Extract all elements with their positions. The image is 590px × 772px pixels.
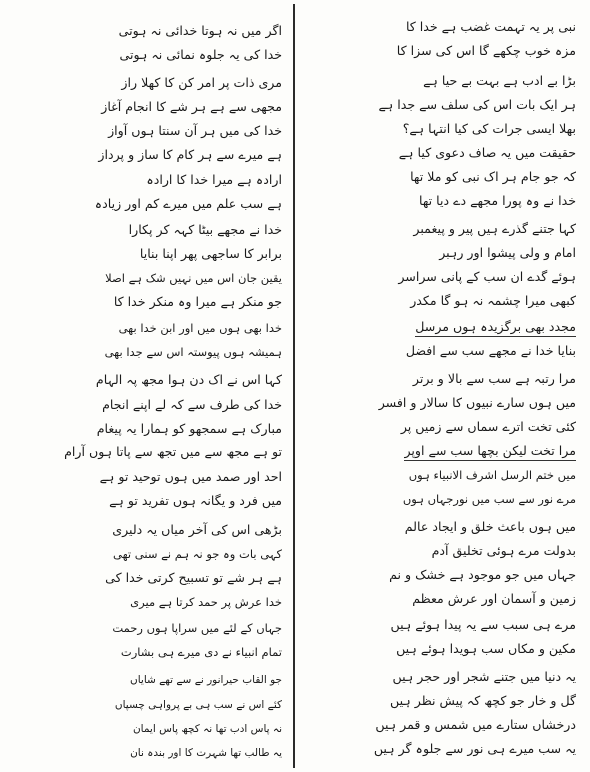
verse-line: خدا کی میں ہر آن سنتا ہوں آواز — [108, 123, 282, 138]
verse-line: جو القاب حیرانور نے سے تھے شایاں — [129, 674, 282, 686]
verse-line: کہی بات وہ جو نہ ہم نے سنی تھی — [113, 547, 282, 561]
verse-line: بدولت مرے ہوئی تخلیق آدم — [431, 543, 576, 558]
verse-line: مرے ہی سبب سے یہ پیدا ہوئے ہیں — [390, 617, 576, 632]
verse-line: مرے نور سے سب میں نورجہاں ہوں — [402, 492, 576, 506]
verse-line: مکین و مکاں سب ہویدا ہوئے ہیں — [396, 641, 576, 656]
verse-line: مرا تخت لیکن بچھا سب سے اوپر — [404, 442, 576, 461]
verse-line: نہ پاس ادب تھا نہ کچھ پاس ایمان — [132, 723, 282, 735]
verse-line: کئے اس نے سب ہی بے پرواہی چسپاں — [114, 699, 282, 711]
verse-line: جہاں کے لئے میں سراپا ہوں رحمت — [112, 621, 282, 635]
verse-line: مزہ خوب چکھے گا اس کی سزا کا — [396, 43, 576, 58]
verse-line: کہا اس نے اک دن ہوا مجھ پہ الہام — [95, 372, 282, 387]
verse-line: تو ہے مجھ سے میں تجھ سے پاتا ہوں آرام — [64, 444, 282, 459]
verse-line: گل و خار جو کچھ کہ پیش نظر ہیں — [389, 693, 576, 708]
verse-line: بنایا خدا نے مجھے سب سے افضل — [405, 343, 576, 358]
verse-line: میں ہوں باعث خلق و ایجاد عالم — [404, 519, 576, 534]
verse-line: درخشاں ستارے میں شمس و قمر ہیں — [375, 717, 576, 732]
verse-line: امام و ولی پیشوا اور رہبر — [439, 245, 576, 260]
verse-line: بھلا ایسی جرات کی کیا انتہا ہے؟ — [402, 121, 576, 136]
verse-line: میں فرد و یگانہ ہوں تفرید تو ہے — [109, 493, 282, 508]
verse-line: میں ہوں سارے نبیوں کا سالار و افسر — [378, 395, 576, 410]
verse-line: کبھی میرا چشمہ نہ ہو گا مکدر — [410, 293, 576, 308]
verse-line: کئی تخت اترے سماں سے زمیں پر — [400, 419, 576, 434]
verse-line: زمین و آسمان اور عرش معظم — [412, 591, 576, 606]
verse-line: احد اور صمد میں ہوں توحید تو ہے — [99, 469, 282, 484]
verse-line: ارادہ ہے میرا خدا کا ارادہ — [146, 172, 282, 187]
verse-line: نبی پر یہ تہمت غضب ہے خدا کا — [405, 19, 576, 34]
verse-line: بڑھی اس کی آخر میاں یہ دلیری — [112, 522, 282, 537]
verse-line: جہاں میں جو موجود ہے خشک و نم — [389, 567, 576, 582]
verse-line: مری ذات پر امر کن کا کھلا راز — [121, 75, 282, 90]
verse-line: حقیقت میں یہ صاف دعوی کیا ہے — [398, 145, 576, 160]
verse-line: ہے میرے سے ہر کام کا ساز و پرداز — [98, 147, 282, 162]
verse-line: بڑا بے ادب ہے بہت بے حیا ہے — [423, 73, 576, 88]
verse-line: ہمیشہ ہوں پیوستہ اس سے جدا بھی — [104, 345, 282, 359]
verse-line: مجھی سے ہے ہر شے کا انجام آغاز — [101, 99, 282, 114]
verse-line: خدا کی طرف سے کہ لے اپنے انجام — [102, 397, 282, 412]
verse-line: مبارک ہے سمجھو کو ہمارا یہ پیغام — [96, 421, 282, 436]
verse-line: اگر میں نہ ہوتا خدائی نہ ہوتی — [118, 23, 282, 38]
verse-line: خدا عرش پر حمد کرتا ہے میری — [130, 595, 282, 609]
verse-line: خدا نے مجھے بیٹا کہہ کر پکارا — [128, 222, 282, 237]
verse-line: کہا جتنے گذرے ہیں پیر و پیغمبر — [413, 221, 576, 236]
verse-line: کہ جو جام ہر اک نبی کو ملا تھا — [410, 169, 576, 184]
verse-line: برابر کا ساجھی پھر اپنا بنایا — [139, 246, 282, 261]
verse-line: خدا نے وہ پورا مجھے دے دیا تھا — [419, 193, 576, 208]
verse-line: یہ طالب تھا شہرت کا اور بندہ نان — [130, 747, 282, 759]
verse-line: ہر ایک بات اس کی سلف سے جدا ہے — [378, 97, 576, 112]
verse-line: میں ختم الرسل اشرف الانبیاء ہوں — [408, 468, 576, 482]
verse-line: یہ دنیا میں جتنے شجر اور حجر ہیں — [392, 669, 576, 684]
verse-line: ہوئے گدے ان سب کے پانی سراسر — [398, 269, 576, 284]
verse-line: مرا رتبہ ہے سب سے بالا و برتر — [412, 371, 576, 386]
column-divider — [293, 4, 295, 768]
verse-line: ہے سب علم میں میرے کم اور زیادہ — [94, 196, 282, 211]
verse-line: تمام انبیاء نے دی میرے ہی بشارت — [120, 645, 282, 659]
verse-line: یقین جان اس میں نہیں شک ہے اصلا — [105, 271, 282, 285]
verse-line: جو منکر ہے میرا وہ منکر خدا کا — [113, 294, 282, 309]
verse-line: یہ سب میرے ہی نور سے جلوہ گر ہیں — [373, 741, 576, 756]
verse-line: خدا کی یہ جلوہ نمائی نہ ہوتی — [119, 47, 282, 62]
verse-line: ہے ہر شے تو تسبیح کرتی خدا کی — [105, 570, 282, 585]
verse-line: خدا بھی ہوں میں اور ابن خدا بھی — [118, 321, 282, 335]
verse-line: مجدد بھی برگزیدہ ہوں مرسل — [415, 318, 576, 337]
